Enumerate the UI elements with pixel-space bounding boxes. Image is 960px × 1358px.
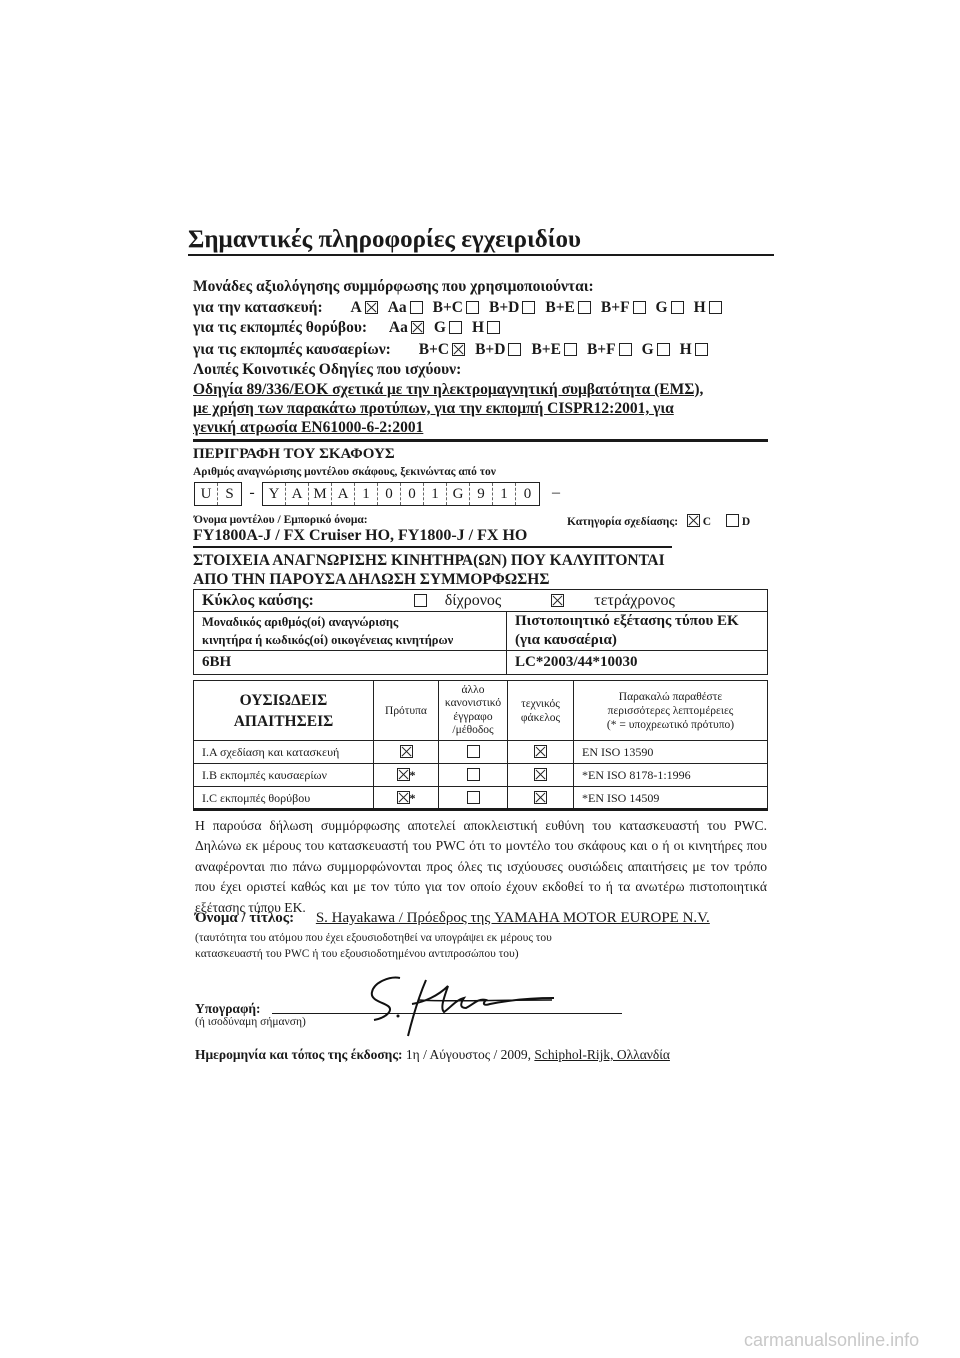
construction-checkbox	[578, 301, 591, 314]
craft-id-char: A	[332, 483, 355, 505]
declaration-rule	[193, 808, 768, 811]
design-category: Κατηγορία σχεδίασης: C D	[567, 516, 751, 528]
watermark: carmanualsonline.info	[744, 1330, 920, 1350]
noise-checkbox	[449, 321, 462, 334]
section-rule	[193, 439, 768, 442]
signature-image	[360, 968, 570, 1040]
table-row: I.C εκπομπές θορύβου * *EN ISO 14509	[194, 787, 768, 810]
craft-id-dash: -	[249, 484, 255, 501]
noise-checkbox	[411, 321, 424, 334]
noise-row: για τις εκπομπές θορύβου: Aa G H	[193, 319, 510, 337]
requirements-table	[193, 680, 768, 810]
construction-option: B+C	[433, 299, 479, 317]
construction-option: H	[694, 299, 722, 317]
four-stroke-checkbox	[551, 594, 564, 607]
craft-id-char: Y	[263, 483, 286, 505]
standards-checkbox	[397, 768, 410, 781]
exhaust-checkbox	[657, 343, 670, 356]
other-doc-checkbox	[467, 768, 480, 781]
other-doc-checkbox	[467, 791, 480, 804]
engine-table	[193, 589, 768, 675]
exhaust-checkbox	[695, 343, 708, 356]
category-c-checkbox	[687, 514, 700, 527]
tech-file-checkbox	[534, 768, 547, 781]
exhaust-option: B+C	[419, 341, 465, 359]
signature-note: (ή ισοδύναμη σήμανση)	[195, 1016, 306, 1028]
exhaust-checkbox	[508, 343, 521, 356]
declaration-text: Η παρούσα δήλωση συμμόρφωσης αποτελεί αποκλειστική ευθύνη του κατασκευαστή του PWC. Δηλώνω εκ μέρους του κατασκευαστή του PWC ότι το μοντέλο του σκάφους και ο ή οι κινητήρες που αναφέρονται πιο πάνω συμμορφώνονται προς όλες τις ισχύουσες ουσιώδεις απαιτήσεις με τον τρόπο που έχει οριστεί καθώς και με τον τύπο για τον οποίο έχουν εκδοθεί το ή τα ανωτέρω πιστοποιητικά εξέτασης τύπου ΕΚ.	[195, 818, 767, 915]
exhaust-row: για τις εκπομπές καυσαερίων: B+C B+D B+E B+F G H	[193, 341, 718, 359]
exhaust-checkbox	[452, 343, 465, 356]
exhaust-option: H	[680, 341, 708, 359]
craft-id-char: G	[447, 483, 470, 505]
page-title: Σημαντικές πληροφορίες εγχειριδίου	[188, 226, 581, 253]
other-directive-line-1: Οδηγία 89/336/ΕΟΚ σχετικά με την ηλεκτρομαγνητική συμβατότητα (ΕΜΣ),	[193, 381, 704, 398]
signatory-note: (ταυτότητα του ατόμου που έχει εξουσιοδοτηθεί να υπογράψει εκ μέρους του κατασκευαστή του PWC ή του εξουσιοδοτημένου αντιπροσώπου του)	[195, 932, 552, 960]
exhaust-option: B+E	[531, 341, 577, 359]
other-directives-heading: Λοιπές Κοινοτικές Οδηγίες που ισχύουν:	[193, 361, 462, 378]
noise-checkbox	[487, 321, 500, 334]
model-underline	[193, 546, 672, 548]
modules-heading: Μονάδες αξιολόγησης συμμόρφωσης που χρησιμοποιούνται:	[193, 278, 594, 295]
exhaust-option: B+D	[475, 341, 521, 359]
signatory-name: Όνομα / τίτλος: S. Hayakawa / Πρόεδρος της YAMAHA MOTOR EUROPE N.V.	[195, 910, 710, 926]
other-directive-line-3: γενική ατρωσία EN61000-6-2:2001	[193, 419, 424, 436]
construction-checkbox	[522, 301, 535, 314]
construction-option: B+F	[601, 299, 646, 317]
construction-checkbox	[365, 301, 378, 314]
tech-file-header: τεχνικός φάκελος	[508, 681, 574, 741]
craft-id-char: S	[225, 486, 234, 502]
craft-id-char: M	[309, 483, 332, 505]
exhaust-checkbox	[564, 343, 577, 356]
title-rule	[188, 254, 774, 256]
model-name-label: Όνομα μοντέλου / Εμπορικό όνομα:	[194, 514, 368, 526]
standards-header: Πρότυπα	[374, 681, 439, 741]
req-header: ΟΥΣΙΩΔΕΙΣ ΑΠΑΙΤΗΣΕΙΣ	[194, 681, 374, 741]
craft-id-country	[194, 482, 242, 506]
craft-id-char: 1	[355, 483, 378, 505]
engine-heading-2: ΑΠΟ ΤΗΝ ΠΑΡΟΥΣΑ ΔΗΛΩΣΗ ΣΥΜΜΟΡΦΩΣΗΣ	[193, 571, 550, 588]
construction-checkbox	[633, 301, 646, 314]
noise-option: H	[472, 319, 500, 337]
construction-option: A	[350, 299, 377, 317]
issue-date-place: Ημερομηνία και τόπος της έκδοσης: 1η / Αύγουστος / 2009, Schiphol-Rijk, Ολλανδία	[195, 1047, 670, 1062]
construction-option: B+D	[489, 299, 535, 317]
combustion-cycle-row: Κύκλος καύσης: δίχρονος τετράχρονος	[194, 590, 768, 612]
tech-file-checkbox	[534, 745, 547, 758]
noise-option: Aa	[389, 319, 424, 337]
details-header: Παρακαλώ παραθέστε περισσότερες λεπτομέρειες (* = υποχρεωτικό πρότυπο)	[574, 681, 768, 741]
standards-checkbox	[397, 791, 410, 804]
exhaust-option: B+F	[587, 341, 632, 359]
construction-option: G	[656, 299, 684, 317]
construction-option: Aa	[388, 299, 423, 317]
craft-id-char: 1	[424, 483, 447, 505]
engine-code-cell: 6BH	[194, 651, 507, 675]
construction-checkbox	[709, 301, 722, 314]
construction-option: B+E	[545, 299, 591, 317]
other-directive-line-2: με χρήση των παρακάτω προτύπων, για την εκπομπή CISPR12:2001, για	[193, 400, 674, 417]
certificate-cell: LC*2003/44*10030	[507, 651, 768, 675]
craft-id-manufacturer	[262, 482, 540, 506]
noise-option: G	[434, 319, 462, 337]
two-stroke-checkbox	[414, 594, 427, 607]
model-name-value: FY1800A-J / FX Cruiser HO, FY1800-J / FX HO	[193, 527, 528, 544]
category-d-checkbox	[726, 514, 739, 527]
other-doc-header: άλλο κανονιστικό έγγραφο /μέθοδος	[439, 681, 508, 741]
craft-id-label: Αριθμός αναγνώρισης μοντέλου σκάφους, ξεκινώντας από τον	[193, 466, 496, 478]
craft-id-char: U	[195, 483, 218, 505]
exhaust-option: G	[642, 341, 670, 359]
engine-id-header: Μοναδικός αριθμός(οί) αναγνώρισης κινητήρα ή κωδικός(οί) οικογένειας κινητήρων	[194, 612, 507, 651]
certificate-header: Πιστοποιητικό εξέτασης τύπου ΕΚ (για καυσαέρια)	[507, 612, 768, 651]
craft-id-char: 9	[470, 483, 493, 505]
craft-id-boxes	[194, 482, 566, 506]
craft-id-char: A	[286, 483, 309, 505]
craft-id-char: 0	[523, 486, 532, 502]
table-row: I.A σχεδίαση και κατασκευή EN ISO 13590	[194, 741, 768, 764]
signature-label: Υπογραφή:	[195, 1001, 261, 1016]
other-doc-checkbox	[467, 745, 480, 758]
craft-id-char: 1	[493, 483, 516, 505]
construction-row: για την κατασκευή: A Aa B+C B+D B+E B+F G H	[193, 299, 732, 317]
exhaust-checkbox	[619, 343, 632, 356]
craft-id-char: 0	[401, 483, 424, 505]
craft-id-char: 0	[378, 483, 401, 505]
craft-heading: ΠΕΡΙΓΡΑΦΗ ΤΟΥ ΣΚΑΦΟΥΣ	[193, 446, 395, 462]
craft-id-dash-end: –	[552, 484, 560, 501]
construction-checkbox	[466, 301, 479, 314]
construction-checkbox	[410, 301, 423, 314]
tech-file-checkbox	[534, 791, 547, 804]
engine-heading-1: ΣΤΟΙΧΕΙΑ ΑΝΑΓΝΩΡΙΣΗΣ ΚΙΝΗΤΗΡΑ(ΩΝ) ΠΟΥ ΚΑΛΥΠΤΟΝΤΑΙ	[193, 552, 665, 569]
standards-checkbox	[400, 745, 413, 758]
construction-checkbox	[671, 301, 684, 314]
table-row: I.B εκπομπές καυσαερίων * *EN ISO 8178-1:1996	[194, 764, 768, 787]
